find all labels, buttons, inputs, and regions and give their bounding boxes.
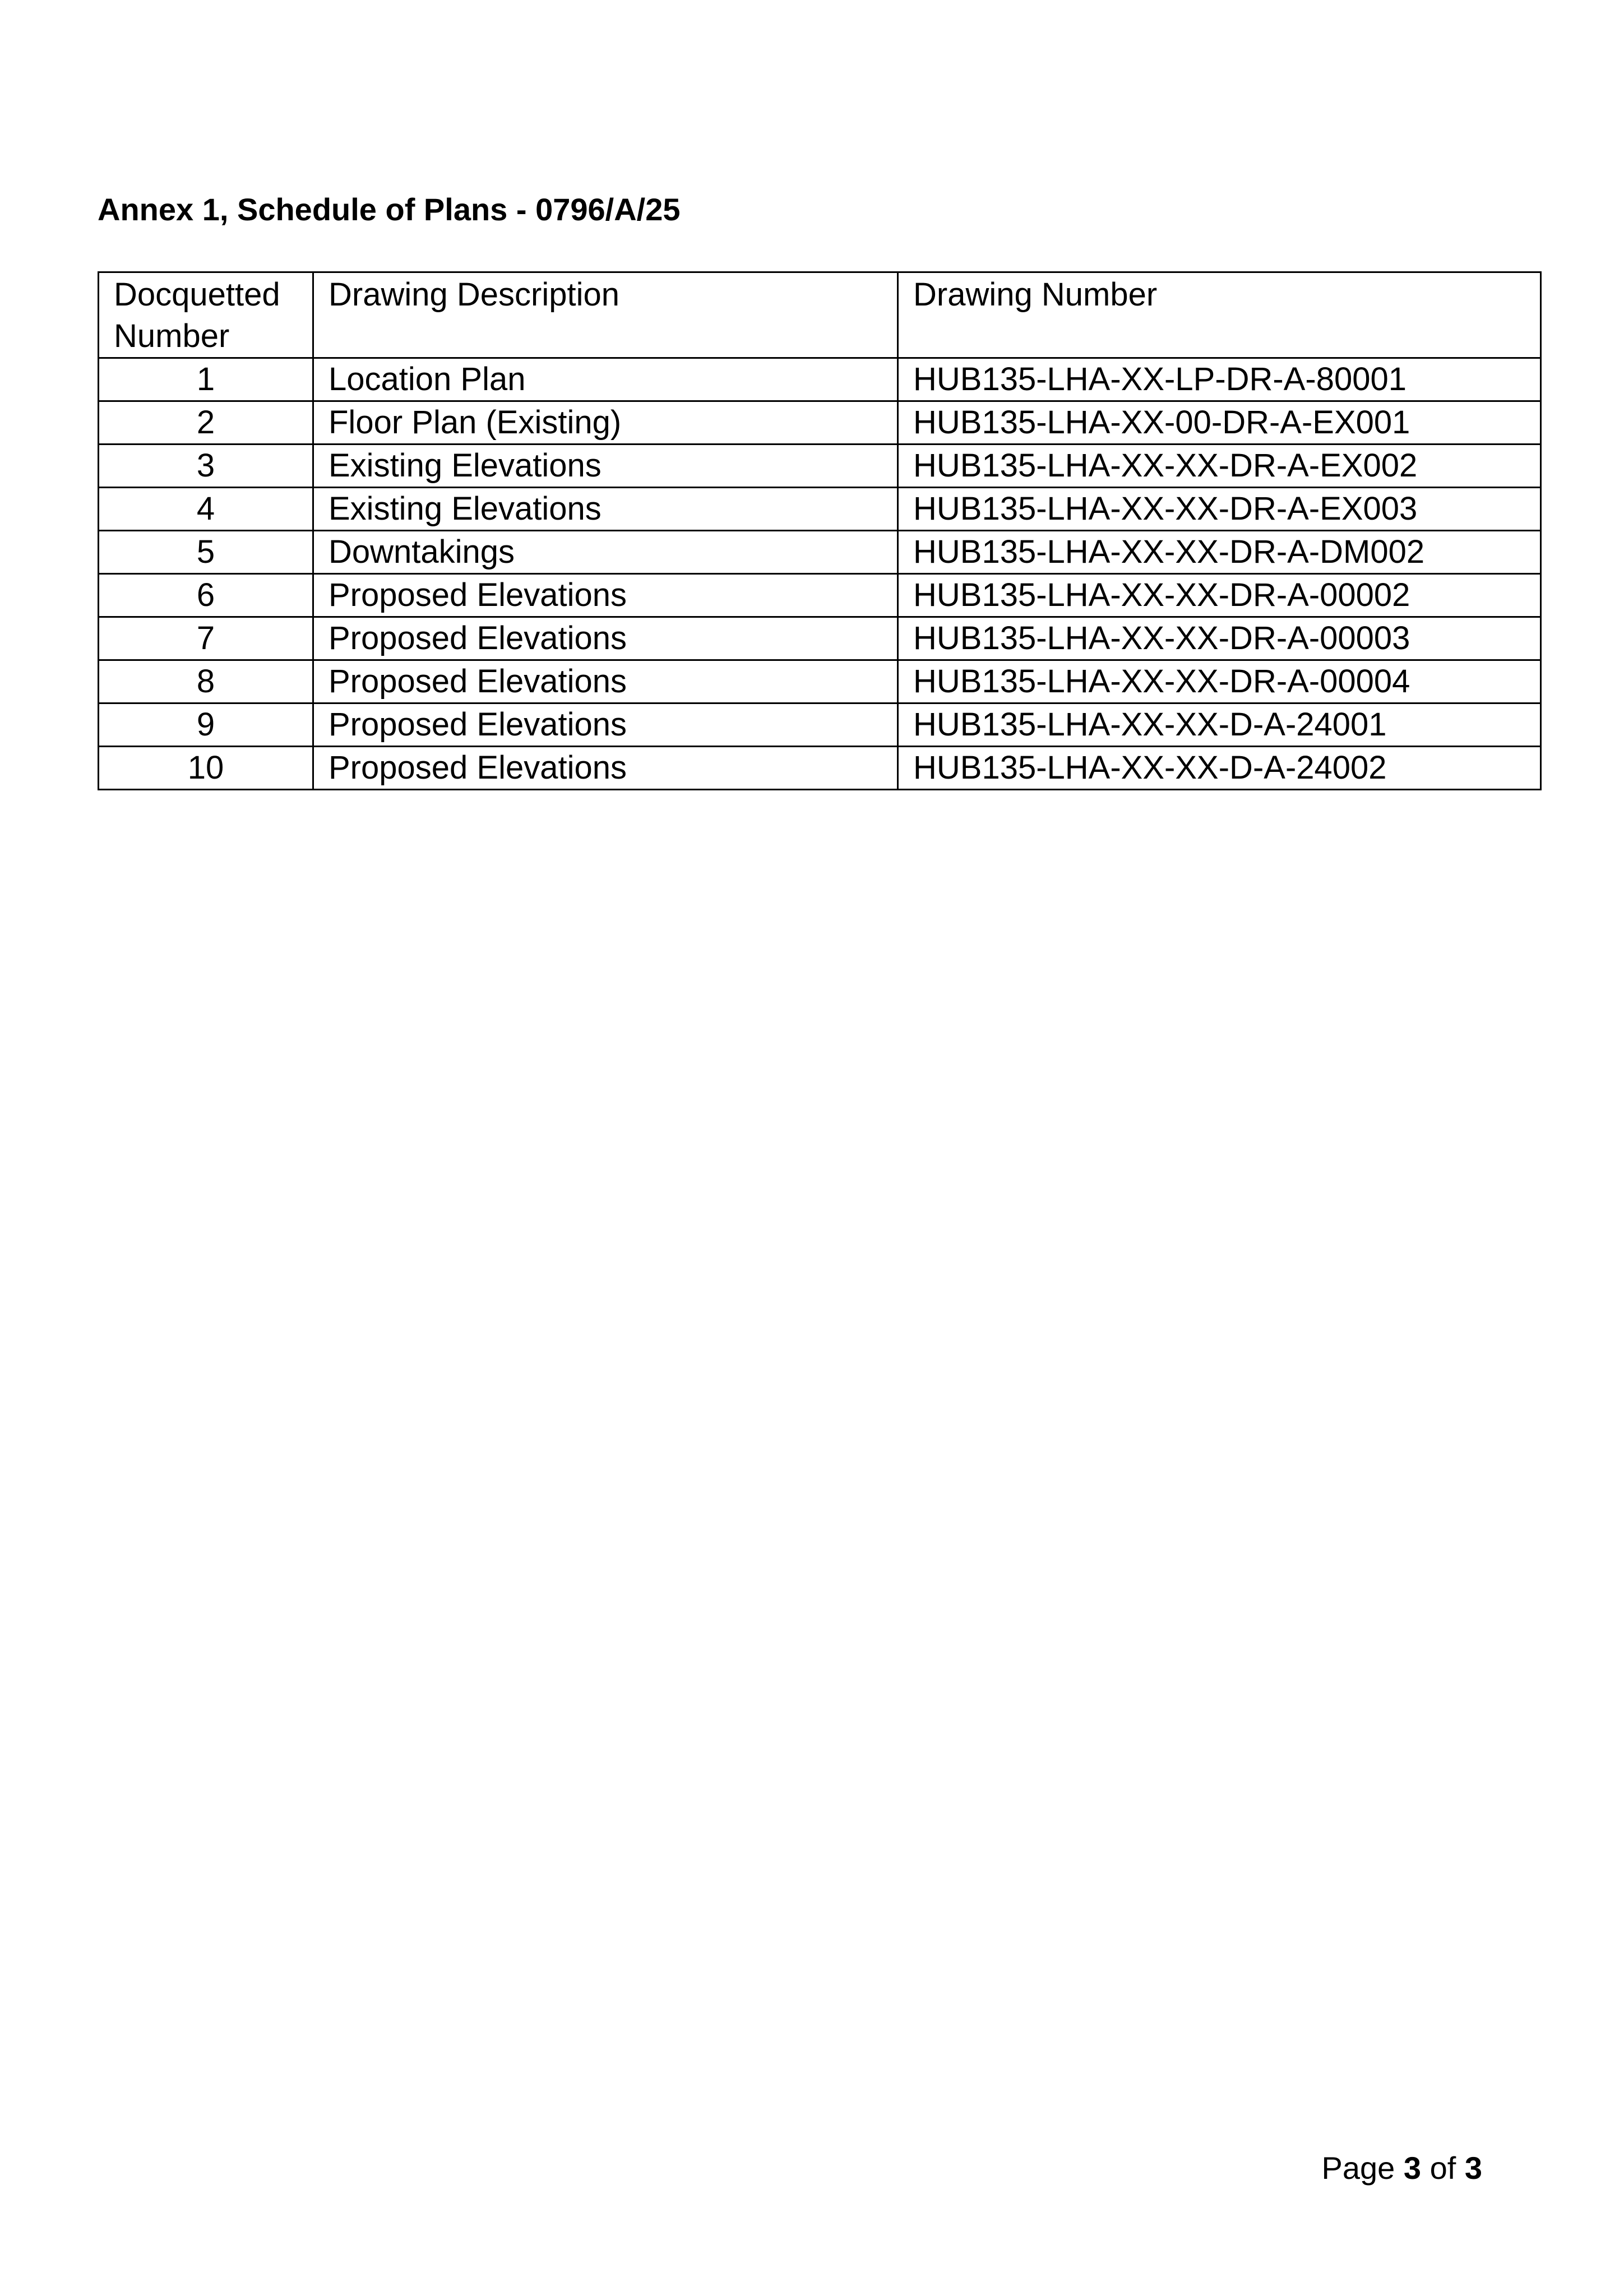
drawing-number-cell: HUB135-LHA-XX-XX-DR-A-EX003 xyxy=(898,488,1541,531)
table-row xyxy=(99,574,1541,617)
table-row xyxy=(99,358,1541,401)
table-row xyxy=(99,703,1541,747)
table-row xyxy=(99,401,1541,445)
total-pages-number: 3 xyxy=(1464,2150,1482,2186)
docquetted-number-cell: 4 xyxy=(99,488,313,531)
drawing-number-cell: HUB135-LHA-XX-XX-DR-A-00004 xyxy=(898,660,1541,703)
table-row xyxy=(99,445,1541,488)
drawing-description-cell: Proposed Elevations xyxy=(313,703,898,747)
drawing-description-cell: Downtakings xyxy=(313,531,898,574)
header-docquetted-number: Docquetted Number xyxy=(99,272,313,358)
docquetted-number-cell: 10 xyxy=(99,747,313,790)
drawing-number-cell: HUB135-LHA-XX-XX-D-A-24001 xyxy=(898,703,1541,747)
drawing-description-cell: Proposed Elevations xyxy=(313,617,898,660)
table-header-row xyxy=(99,272,1541,358)
table-row xyxy=(99,617,1541,660)
drawing-number-cell: HUB135-LHA-XX-00-DR-A-EX001 xyxy=(898,401,1541,445)
docquetted-number-cell: 2 xyxy=(99,401,313,445)
table-row xyxy=(99,747,1541,790)
drawing-description-cell: Location Plan xyxy=(313,358,898,401)
current-page-number: 3 xyxy=(1403,2150,1422,2186)
of-label: of xyxy=(1429,2150,1456,2186)
schedule-of-plans-table xyxy=(98,271,1542,790)
docquetted-number-cell: 6 xyxy=(99,574,313,617)
page-label: Page xyxy=(1321,2150,1395,2186)
table-row xyxy=(99,488,1541,531)
header-drawing-description: Drawing Description xyxy=(313,272,898,358)
docquetted-number-cell: 9 xyxy=(99,703,313,747)
drawing-description-cell: Existing Elevations xyxy=(313,488,898,531)
page-number-footer xyxy=(1322,2149,1483,2187)
table-row xyxy=(99,531,1541,574)
docquetted-number-cell: 7 xyxy=(99,617,313,660)
page-title: Annex 1, Schedule of Plans - 0796/A/25 xyxy=(98,192,681,227)
drawing-description-cell: Floor Plan (Existing) xyxy=(313,401,898,445)
drawing-number-cell: HUB135-LHA-XX-XX-DR-A-00002 xyxy=(898,574,1541,617)
table-row xyxy=(99,660,1541,703)
drawing-description-cell: Proposed Elevations xyxy=(313,747,898,790)
docquetted-number-cell: 5 xyxy=(99,531,313,574)
drawing-description-cell: Proposed Elevations xyxy=(313,574,898,617)
drawing-number-cell: HUB135-LHA-XX-XX-D-A-24002 xyxy=(898,747,1541,790)
header-drawing-number: Drawing Number xyxy=(898,272,1541,358)
drawing-description-cell: Existing Elevations xyxy=(313,445,898,488)
drawing-description-cell: Proposed Elevations xyxy=(313,660,898,703)
docquetted-number-cell: 8 xyxy=(99,660,313,703)
drawing-number-cell: HUB135-LHA-XX-XX-DR-A-EX002 xyxy=(898,445,1541,488)
drawing-number-cell: HUB135-LHA-XX-LP-DR-A-80001 xyxy=(898,358,1541,401)
docquetted-number-cell: 3 xyxy=(99,445,313,488)
drawing-number-cell: HUB135-LHA-XX-XX-DR-A-00003 xyxy=(898,617,1541,660)
docquetted-number-cell: 1 xyxy=(99,358,313,401)
drawing-number-cell: HUB135-LHA-XX-XX-DR-A-DM002 xyxy=(898,531,1541,574)
